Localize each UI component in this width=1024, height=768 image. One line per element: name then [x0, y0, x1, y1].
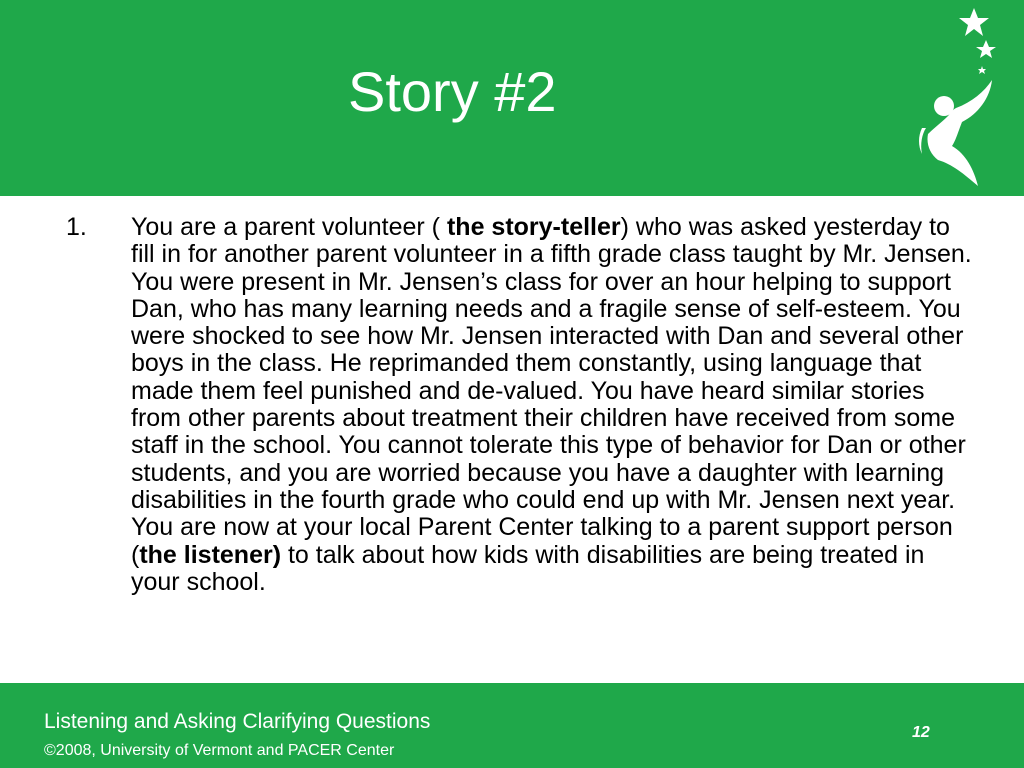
footer-copyright: ©2008, University of Vermont and PACER Center [44, 742, 395, 759]
page-number: 12 [912, 724, 930, 741]
footer-title: Listening and Asking Clarifying Questions [44, 710, 431, 733]
figure-logo-icon [912, 4, 1020, 194]
story-teller-emphasis: the story-teller [446, 213, 621, 241]
figure-body [927, 80, 992, 186]
listener-emphasis: the listener) [139, 540, 282, 569]
list-item-number: 1. [66, 213, 87, 241]
story-text-part: You are a parent volunteer ( [131, 213, 447, 241]
figure-arm [919, 128, 926, 154]
list-item [66, 214, 976, 596]
star-icon [978, 66, 986, 74]
header-bar [0, 0, 1024, 196]
story-paragraph [131, 214, 976, 596]
story-text-part: ) who was asked yesterday to fill in for another parent volunteer in a fifth grade class taught by Mr. Jensen. You were present in Mr. Jensen’s class for over an hour helping to support Dan, who has many learning needs and a fragile sense of self-esteem. You were shocked to see how Mr. Jensen interacted with Dan and several other boys in the class. He reprimanded them constantly, using language that made them feel punished and de-valued. You have heard similar stories from other parents about treatment their children have received from some staff in the school. You cannot tolerate this type of behavior for Dan or other students, and you are worried because you have a daughter with learning disabilities in the fourth grade who could end up with Mr. Jensen next year. You are now at your local Parent Center talking to a parent support person ( [131, 213, 972, 569]
story-text-part: to talk about how kids with disabilities are being treated in your school. [131, 540, 925, 596]
slide-title: Story #2 [348, 60, 557, 123]
star-icon [959, 8, 989, 36]
story-list [66, 214, 976, 596]
star-icon [976, 40, 996, 58]
